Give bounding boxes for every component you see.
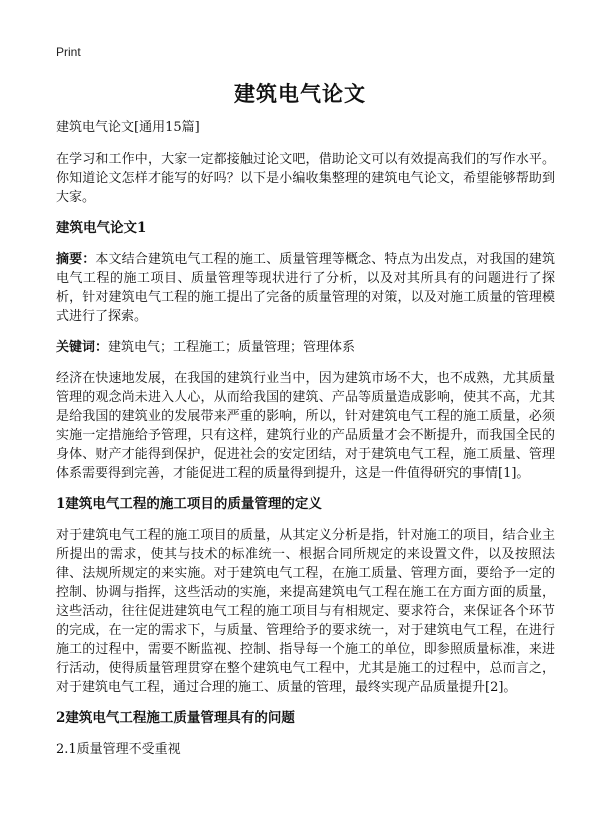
section-heading-2: 1建筑电气工程的施工项目的质量管理的定义 [56,496,322,512]
page-title: 建筑电气论文 [234,81,366,106]
body-paragraph-1: 经济在快速地发展，在我国的建筑行业当中，因为建筑市场不大，也不成熟，尤其质量管理的观念尚未进入人心，从而给我国的建筑、产品等质量造成影响，使其不高，尤其是给我国的建筑业的发展带来严重的影响，所以，针对建筑电气工程的施工质量，必须实施一定措施给予管理，只有这样，建筑行业的产品质量才会不断提升，而我国全民的身体、财产才能得到保护，促进社会的安定团结，对于建筑电气工程，施工质量、管理体系需要得到完善，才能促进工程的质量得到提升，这是一件值得研究的事情[1]。 [56,371,555,481]
keywords-text: 建筑电气；工程施工；质量管理；管理体系 [108,340,356,355]
abstract-text: 本文结合建筑电气工程的施工、质量管理等概念、特点为出发点，对我国的建筑电气工程的施工项目、质量管理等现状进行了分析，以及对其所具有的问题进行了探析，针对建筑电气工程的施工提出了完备的质量管理的对策，以及对施工质量的管理模式进行了探索。 [56,252,555,324]
section-heading-3: 2建筑电气工程施工质量管理具有的问题 [56,710,295,726]
keywords-label: 关键词： [56,340,109,355]
abstract-label: 摘要： [56,252,96,267]
intro-paragraph: 在学习和工作中，大家一定都接触过论文吧，借助论文可以有效提高我们的写作水平。你知道论文怎样才能写的好吗？以下是小编收集整理的建筑电气论文，希望能够帮助到大家。 [56,152,555,205]
body-paragraph-2: 对于建筑电气工程的施工项目的质量，从其定义分析是指，针对施工的项目，结合业主所提出的需求，使其与技术的标准统一、根据合同所规定的来设置文件，以及按照法律、法规所规定的来实施。对于建筑电气工程，在施工质量、管理方面，要给予一定的控制、协调与指挥，这些活动的实施，来提高建筑电气工程在施工在方面方面的质量，这些活动，往往促进建筑电气工程的施工项目与有相规定、要求符合，来保证各个环节的完成，在一定的需求下，与质量、管理给予的要求统一，对于建筑电气工程，在进行施工的过程中，需要不断监视、控制、指导每一个施工的单位，即参照质量标准，来进行活动，使得质量管理贯穿在整个建筑电气工程中，尤其是施工的过程中，总而言之，对于建筑电气工程，通过合理的施工、质量的管理，最终实现产品质量提升[2]。 [56,528,555,695]
section-heading-1: 建筑电气论文1 [56,220,147,236]
abstract-paragraph [56,250,555,326]
subsection-heading: 2.1质量管理不受重视 [56,742,181,757]
document-subtitle: 建筑电气论文[通用15篇] [56,120,200,135]
document-body [56,118,555,771]
keywords-paragraph [56,338,555,357]
print-link[interactable]: Print [56,45,81,59]
